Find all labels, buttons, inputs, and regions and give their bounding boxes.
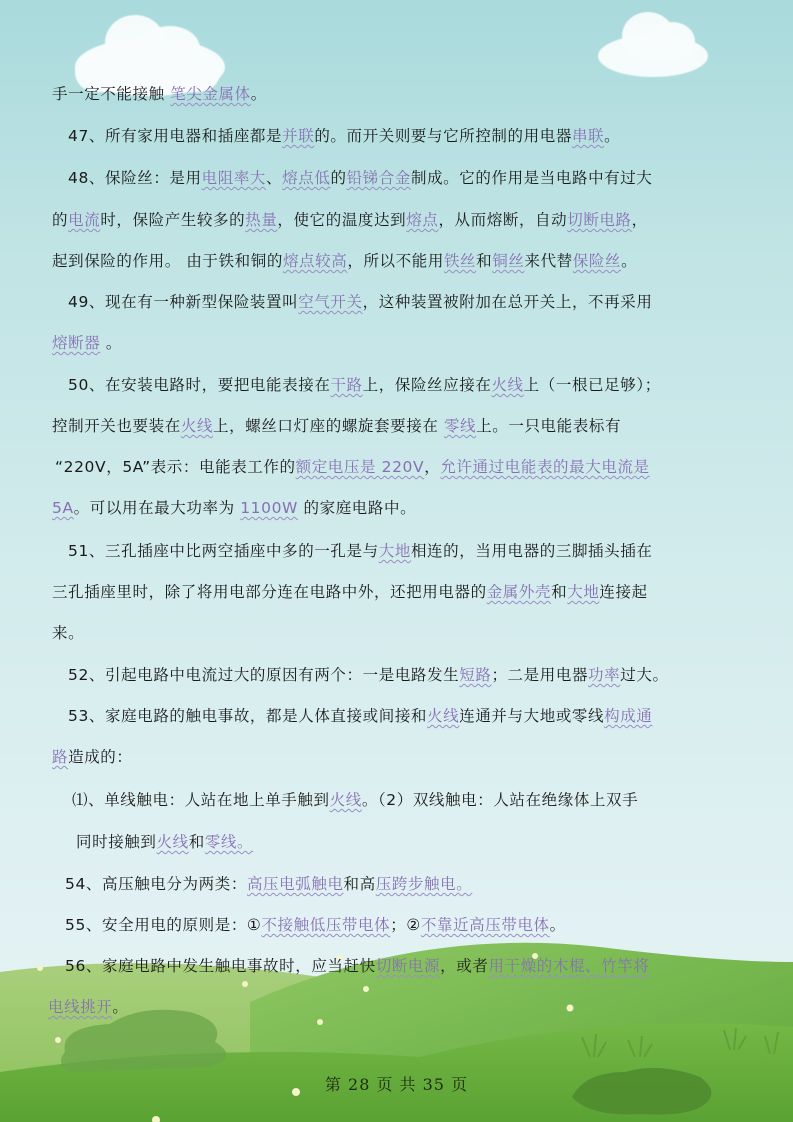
answer-fill-in: 大地 xyxy=(378,542,411,560)
text-line xyxy=(68,375,661,395)
answer-fill-in: 路 xyxy=(52,748,69,766)
body-text: 时，保险产生较多的 xyxy=(100,211,246,229)
body-text: 上，螺丝口灯座的螺旋套要接在 xyxy=(213,417,444,435)
body-text: 54、高压触电分为两类： xyxy=(65,875,247,893)
body-text: ，所以不能用 xyxy=(347,252,444,270)
answer-fill-in: 火线 xyxy=(180,417,214,435)
text-line xyxy=(76,832,253,852)
text-line xyxy=(68,541,652,561)
answer-fill-in: 火线 xyxy=(156,833,189,851)
text-line xyxy=(48,997,129,1017)
text-line xyxy=(68,706,652,726)
body-text: 相连的，当用电器的三脚插头插在 xyxy=(410,542,653,560)
answer-fill-in: 功率 xyxy=(588,666,621,684)
text-line xyxy=(72,790,638,810)
body-text: ；② xyxy=(390,916,421,934)
body-text: 。 xyxy=(621,252,638,270)
body-text: 。 xyxy=(549,916,566,934)
answer-fill-in: 电流 xyxy=(68,211,101,229)
body-text: ，从而熔断，自动 xyxy=(438,211,568,229)
answer-fill-in: 火线 xyxy=(427,707,460,725)
body-text: 连通并与大地或零线 xyxy=(459,707,605,725)
answer-fill-in: 零线 xyxy=(443,417,477,435)
body-text: 的 xyxy=(52,211,69,229)
body-text: 48、保险丝：是用 xyxy=(68,169,202,187)
body-text: 手一定不能接触 xyxy=(52,85,171,103)
body-text: 造成的： xyxy=(68,748,133,766)
answer-fill-in: 不靠近高压带电体 xyxy=(420,916,550,934)
body-text: ， xyxy=(424,458,441,476)
body-text: 制成。它的作用是当电路中有过大 xyxy=(410,169,653,187)
text-line xyxy=(68,665,669,685)
answer-fill-in: 金属外壳 xyxy=(486,583,552,601)
answer-fill-in: 干路 xyxy=(330,376,363,394)
answer-fill-in: 允许通过电能表的最大电流是 xyxy=(440,458,650,476)
body-text: 来。 xyxy=(52,624,85,642)
body-text: 的家庭电路中。 xyxy=(297,499,417,517)
text-line xyxy=(52,251,637,271)
answer-fill-in: 保险丝 xyxy=(572,252,622,270)
answer-fill-in: 铁丝 xyxy=(443,252,477,270)
text-line xyxy=(68,292,652,312)
body-text: 49、现在有一种新型保险装置叫 xyxy=(68,293,299,311)
body-text: 51、三孔插座中比两空插座中多的一孔是与 xyxy=(68,542,379,560)
answer-fill-in: 用干燥的木棍、竹竿将 xyxy=(488,957,650,975)
body-text: “220V，5A”表示：电能表工作的 xyxy=(55,458,296,476)
body-text: 。 xyxy=(100,334,122,352)
answer-fill-in: 电线挑开 xyxy=(48,998,113,1016)
answer-fill-in: 铜丝 xyxy=(492,252,525,270)
body-text: 起到保险的作用。 由于铁和铜的 xyxy=(52,252,283,270)
text-line xyxy=(52,84,267,104)
answer-fill-in: 并联 xyxy=(282,127,315,145)
body-text: 55、安全用电的原则是：① xyxy=(65,916,262,934)
answer-fill-in: 铅锑合金 xyxy=(346,169,411,187)
text-line xyxy=(65,874,472,894)
answer-fill-in: 火线 xyxy=(329,791,362,809)
text-line xyxy=(65,956,649,976)
answer-fill-in: 压跨步触电。 xyxy=(375,875,473,893)
body-text: ⑴、单线触电：人站在地上单手触到 xyxy=(72,791,330,809)
answer-fill-in: 空气开关 xyxy=(298,293,363,311)
body-text: 控制开关也要装在 xyxy=(52,417,181,435)
text-line xyxy=(52,582,648,602)
answer-fill-in: 串联 xyxy=(571,127,605,145)
body-text: 。 xyxy=(604,127,621,145)
body-text: 56、家庭电路中发生触电事故时，应当赶快 xyxy=(65,957,376,975)
body-text: 。 xyxy=(250,85,267,103)
body-text: 50、在安装电路时，要把电能表接在 xyxy=(68,376,331,394)
answer-fill-in: 熔点低 xyxy=(282,169,331,187)
body-text: 和高 xyxy=(343,875,376,893)
answer-fill-in: 构成通 xyxy=(604,707,653,725)
body-text: 。（2）双线触电：人站在绝缘体上双手 xyxy=(361,791,639,809)
body-text: 52、引起电路中电流过大的原因有两个：一是电路发生 xyxy=(68,666,460,684)
answer-fill-in: 切断电源 xyxy=(375,957,441,975)
answer-fill-in: 额定电压是 220V xyxy=(295,458,425,476)
body-text: ，使它的温度达到 xyxy=(277,211,407,229)
body-text: 连接起 xyxy=(599,583,648,601)
body-text: 上（一根已足够）； xyxy=(523,376,661,394)
body-text: ， xyxy=(631,211,648,229)
body-text: 上，保险丝应接在 xyxy=(362,376,492,394)
body-text: 过大。 xyxy=(620,666,669,684)
text-line xyxy=(55,457,650,477)
text-line xyxy=(52,333,122,353)
answer-fill-in: 1100W xyxy=(240,499,298,517)
body-text: ，这种装置被附加在总开关上，不再采用 xyxy=(362,293,653,311)
text-line xyxy=(52,416,621,436)
answer-fill-in: 短路 xyxy=(459,666,492,684)
answer-fill-in: 不接触低压带电体 xyxy=(261,916,391,934)
answer-fill-in: 热量 xyxy=(245,211,278,229)
body-text: 和 xyxy=(476,252,493,270)
text-line xyxy=(52,747,133,767)
answer-fill-in: 5A xyxy=(52,499,74,517)
body-text: 、 xyxy=(266,169,283,187)
answer-fill-in: 火线 xyxy=(491,376,524,394)
body-text: 和 xyxy=(188,833,205,851)
body-text: 同时接触到 xyxy=(76,833,157,851)
text-line xyxy=(68,168,652,188)
answer-fill-in: 高压电弧触电 xyxy=(246,875,344,893)
answer-fill-in: 熔点 xyxy=(406,211,439,229)
answer-fill-in: 大地 xyxy=(567,583,600,601)
body-text: 三孔插座里时，除了将用电部分连在电路中外，还把用电器的 xyxy=(52,583,487,601)
answer-fill-in: 熔断器 xyxy=(52,334,101,352)
answer-fill-in: 电阻率大 xyxy=(201,169,267,187)
answer-fill-in: 熔点较高 xyxy=(282,252,348,270)
page-number-footer: 第 28 页 共 35 页 xyxy=(324,1075,469,1094)
answer-fill-in: 零线。 xyxy=(204,833,254,851)
body-text: 47、所有家用电器和插座都是 xyxy=(68,127,283,145)
text-line xyxy=(68,126,620,146)
body-text: 。可以用在最大功率为 xyxy=(73,499,241,517)
answer-fill-in: 切断电路 xyxy=(567,211,632,229)
body-text: ，或者 xyxy=(440,957,489,975)
text-line xyxy=(52,498,416,518)
body-text: ；二是用电器 xyxy=(491,666,589,684)
body-text: 的 xyxy=(330,169,347,187)
text-line xyxy=(52,623,84,643)
body-text: 的。而开关则要与它所控制的用电器 xyxy=(314,127,572,145)
body-text: 和 xyxy=(551,583,568,601)
answer-fill-in: 笔尖金属体 xyxy=(170,85,251,103)
body-text: 来代替 xyxy=(524,252,573,270)
body-text: 。 xyxy=(112,998,129,1016)
body-text: 上。一只电能表标有 xyxy=(476,417,622,435)
text-line xyxy=(65,915,566,935)
text-line xyxy=(52,210,648,230)
body-text: 53、家庭电路的触电事故，都是人体直接或间接和 xyxy=(68,707,428,725)
